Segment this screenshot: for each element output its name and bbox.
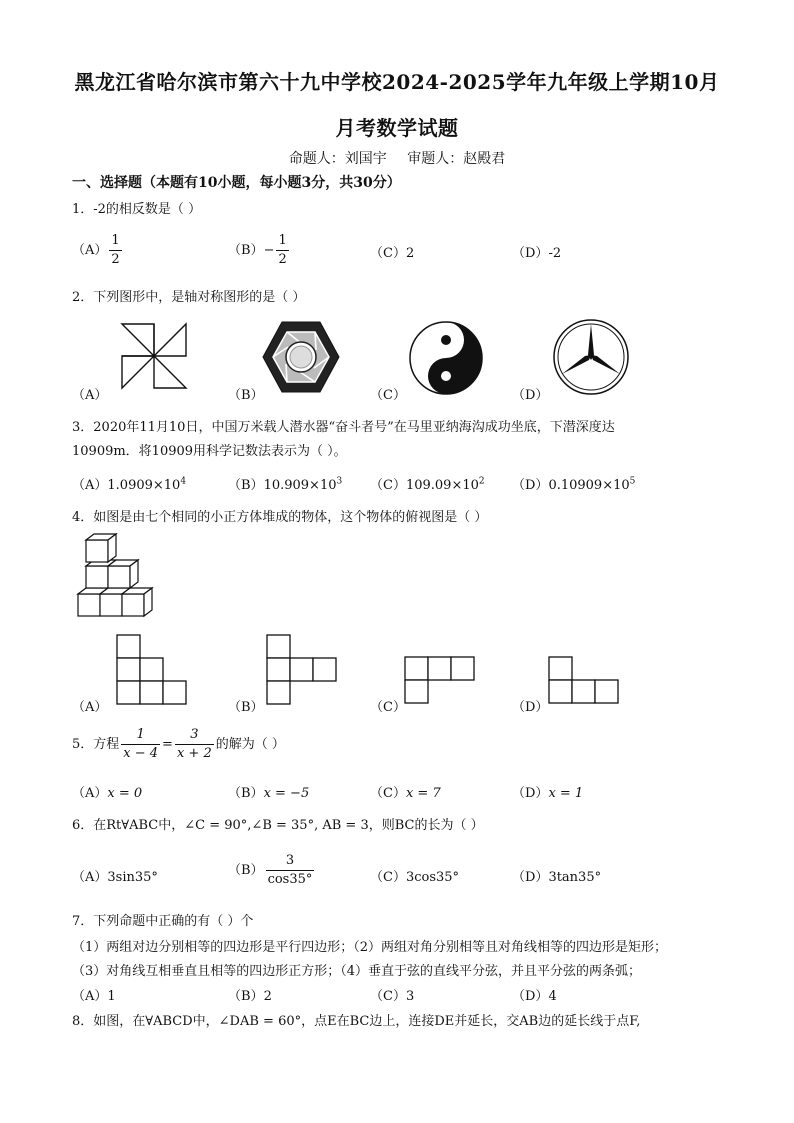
q6-option-c: （C）3cos35° [370, 870, 460, 885]
q7-stem: 7．下列命题中正确的有（ ）个 [72, 914, 254, 929]
q5-stem: 5．方程 $\frac{1}{x - 4}$ = $\frac{3}{x + 2}$ 的解为（ ） [72, 727, 285, 761]
q5-option-b: （B）x = −5 [228, 786, 310, 801]
yin-yang-figure [408, 320, 484, 396]
hexagon-shutter-figure [262, 320, 340, 394]
q7-option-d: （D）4 [512, 989, 557, 1004]
q7-statement-line1: （1）两组对边分别相等的四边形是平行四边形；（2）两组对角分别相等且对角线相等的四边形是矩形； [72, 940, 668, 955]
q7-option-c: （C）3 [370, 989, 415, 1004]
stacked-cubes-figure [76, 532, 162, 620]
exam-title-line2: 月考数学试题 [335, 116, 459, 140]
q6-option-b: （B） $\frac{3}{\cos 35^\circ}$ [228, 853, 313, 887]
author-label: 命题人：刘国宇 [288, 151, 387, 167]
q8-stem: 8．如图，在∀ABCD中，∠DAB = 60°，点E在BC边上，连接DE并延长，交AB边的延长线于点F, [72, 1014, 641, 1029]
q2-label-b: （B） [228, 388, 264, 403]
q4-label-b: （B） [228, 700, 264, 715]
q5-option-c: （C）x = 7 [370, 786, 441, 801]
q1-stem: 1．-2的相反数是（ ） [72, 202, 202, 217]
q6-stem: 6．在Rt∀ABC中，∠C = 90°,∠B = 35°, AB = 3，则BC的长为（ ） [72, 818, 484, 833]
q2-label-c: （C） [370, 388, 406, 403]
q2-label-a: （A） [72, 388, 108, 403]
q5-option-d: （D）x = 1 [512, 786, 584, 801]
exam-title-line1: 黑龙江省哈尔滨市第六十九中学校2024-2025学年九年级上学期10月 [74, 70, 720, 94]
q5-option-a: （A）x = 0 [72, 786, 143, 801]
q4-option-a-figure [116, 634, 188, 706]
q6-option-a: （A）3sin35° [72, 870, 158, 885]
q4-label-c: （C） [370, 700, 406, 715]
q4-option-b-figure [266, 634, 338, 706]
q2-stem: 2．下列图形中，是轴对称图形的是（ ） [72, 290, 306, 305]
three-pointed-star-figure [552, 318, 630, 396]
q1-option-d: （D）-2 [512, 246, 562, 261]
q4-stem: 4．如图是由七个相同的小正方体堆成的物体，这个物体的俯视图是（ ） [72, 510, 488, 525]
q4-label-a: （A） [72, 700, 108, 715]
q4-option-c-figure [404, 656, 476, 706]
author-line [0, 148, 794, 168]
q6-option-d: （D）3tan35° [512, 870, 602, 885]
q7-option-b: （B）2 [228, 989, 272, 1004]
q1-option-b: （B）− $\frac{1}{2}$ [228, 233, 287, 267]
q7-statement-line2: （3）对角线互相垂直且相等的四边形正方形；（4）垂直于弦的直线平分弦，并且平分弦的两条弧； [72, 964, 642, 979]
q2-label-d: （D） [512, 388, 549, 403]
q1-option-a: （A） $\frac{1}{2}$ [72, 233, 120, 267]
q3-stem-line1: 3．2020年11月10日，中国万米载人潜水器“奋斗者号”在马里亚纳海沟成功坐底，下潜深度达 [72, 420, 615, 435]
pinwheel-figure [120, 322, 188, 390]
q4-option-d-figure [548, 656, 620, 706]
q7-option-a: （A）1 [72, 989, 116, 1004]
section-heading: 一、选择题（本题有10小题，每小题3分，共30分） [72, 175, 401, 191]
q3-option-b: $(B)10.909\times 10^3$ [228, 476, 343, 493]
q4-label-d: （D） [512, 700, 549, 715]
q3-option-a: $(A)1.0909\times 10^4$ [72, 476, 187, 493]
q3-option-c: $(C)109.09\times 10^2$ [370, 476, 485, 493]
q1-option-c: （C）2 [370, 246, 415, 261]
reviewer-label: 审题人：赵殿君 [407, 151, 506, 167]
q3-stem-line2: 10909m．将10909用科学记数法表示为（ ）。 [72, 444, 347, 459]
q3-option-d: $(D)0.10909\times 10^5$ [512, 476, 636, 493]
